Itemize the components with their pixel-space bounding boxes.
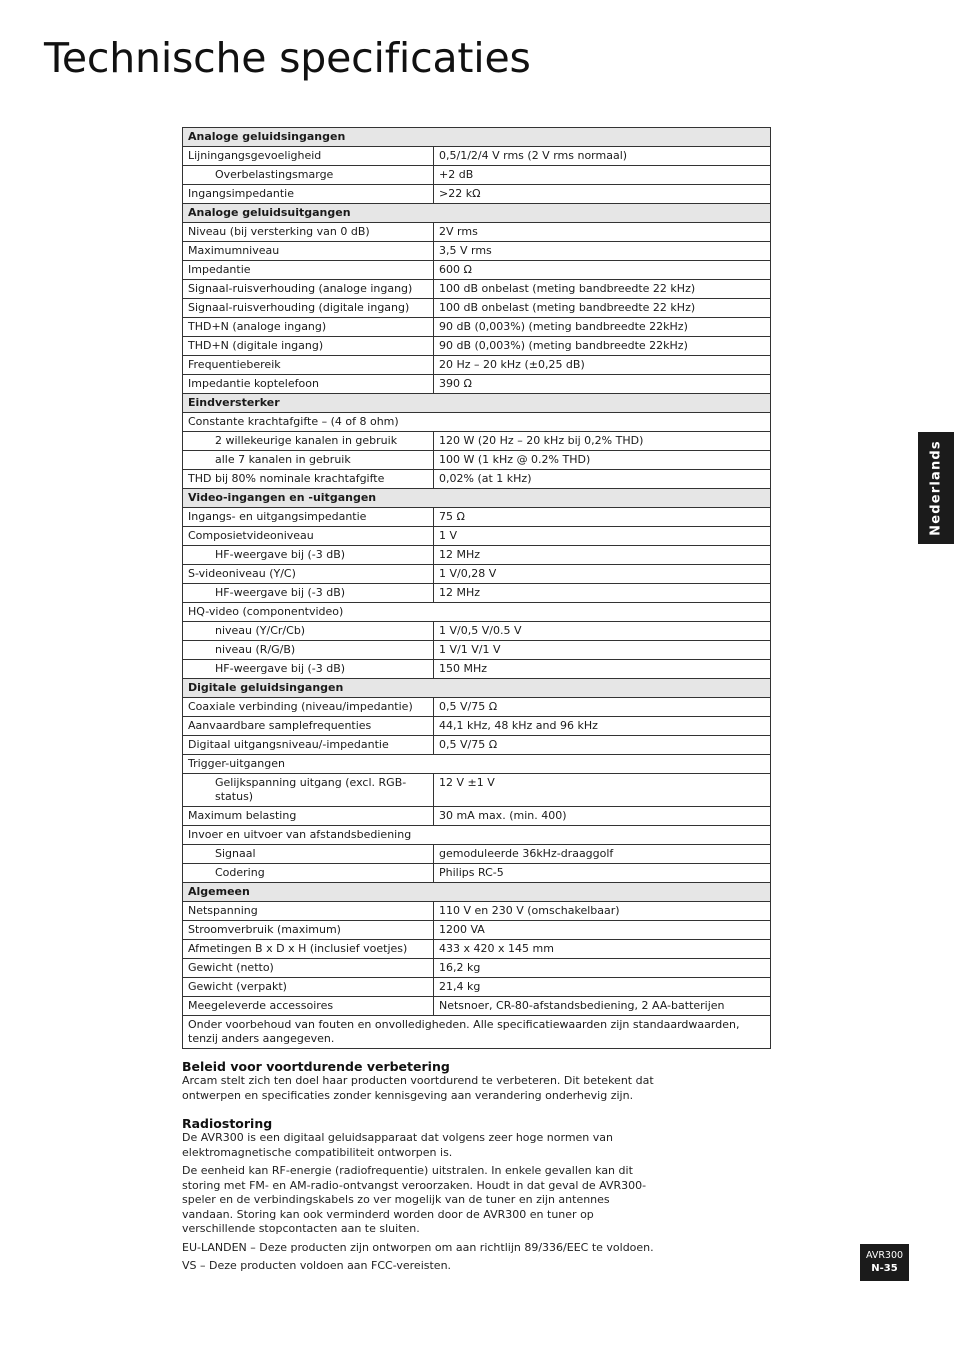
spec-value: >22 kΩ (434, 185, 771, 204)
spec-value: 1 V/0,5 V/0.5 V (434, 622, 771, 641)
language-side-tab (918, 432, 954, 544)
spec-label: Maximum belasting (183, 807, 434, 826)
table-row (183, 299, 771, 318)
spec-label: Signaal (183, 845, 434, 864)
spec-label: alle 7 kanalen in gebruik (183, 451, 434, 470)
spec-value: 0,5 V/75 Ω (434, 698, 771, 717)
section-header: Digitale geluidsingangen (183, 679, 771, 698)
spec-value: 0,5 V/75 Ω (434, 736, 771, 755)
spec-value: 100 W (1 kHz @ 0.2% THD) (434, 451, 771, 470)
section-header-row (183, 394, 771, 413)
improvement-policy-section (182, 1059, 662, 1107)
table-row (183, 318, 771, 337)
radio-paragraph-2: De eenheid kan RF-energie (radiofrequentie) uitstralen. In enkele gevallen kan dit storing met FM- en AM-radio-ontvangst veroorzaken. Houdt in dat geval de AVR300-speler en de verbindingskabels zo ver mogelijk van de tuner en zijn antennes vandaan. Storing kan ook verminderd worden door de AVR300 en tuner op verschillende stopcontacten aan te sluiten. (182, 1164, 647, 1235)
group-label-row (183, 826, 771, 845)
table-row (183, 959, 771, 978)
table-row (183, 736, 771, 755)
specifications-table (182, 127, 771, 1049)
table-row (183, 660, 771, 679)
spec-value: 16,2 kg (434, 959, 771, 978)
radio-interference-section (182, 1116, 662, 1278)
spec-value: 1200 VA (434, 921, 771, 940)
spec-label: THD+N (digitale ingang) (183, 337, 434, 356)
spec-label: Ingangs- en uitgangsimpedantie (183, 508, 434, 527)
spec-value: 0,02% (at 1 kHz) (434, 470, 771, 489)
table-row (183, 845, 771, 864)
spec-value: 433 x 420 x 145 mm (434, 940, 771, 959)
spec-label: HF-weergave bij (-3 dB) (183, 584, 434, 603)
table-row (183, 997, 771, 1016)
spec-value: 1 V/1 V/1 V (434, 641, 771, 660)
section-header-row (183, 128, 771, 147)
spec-value: 75 Ω (434, 508, 771, 527)
spec-value: 44,1 kHz, 48 kHz and 96 kHz (434, 717, 771, 736)
table-row (183, 527, 771, 546)
spec-label: Composietvideoniveau (183, 527, 434, 546)
table-row (183, 261, 771, 280)
spec-value: Netsnoer, CR-80-afstandsbediening, 2 AA-batterijen (434, 997, 771, 1016)
spec-value: 1 V/0,28 V (434, 565, 771, 584)
spec-label: Afmetingen B x D x H (inclusief voetjes) (183, 940, 434, 959)
spec-label: HF-weergave bij (-3 dB) (183, 660, 434, 679)
table-row (183, 356, 771, 375)
table-row (183, 940, 771, 959)
spec-label: THD+N (analoge ingang) (183, 318, 434, 337)
spec-label: Codering (183, 864, 434, 883)
spec-value: 110 V en 230 V (omschakelbaar) (434, 902, 771, 921)
spec-value: 2V rms (434, 223, 771, 242)
spec-value: 150 MHz (434, 660, 771, 679)
section-header: Video-ingangen en -uitgangen (183, 489, 771, 508)
table-row (183, 470, 771, 489)
policy-body: Arcam stelt zich ten doel haar producten voortdurend te verbeteren. Dit betekent dat ontwerpen en specificaties zonder kennisgeving aan verandering onderhevig zijn. (182, 1074, 654, 1102)
spec-value: 12 MHz (434, 584, 771, 603)
table-row (183, 584, 771, 603)
group-label-row (183, 755, 771, 774)
spec-value: +2 dB (434, 166, 771, 185)
spec-value: 100 dB onbelast (meting bandbreedte 22 kHz) (434, 299, 771, 318)
table-row (183, 337, 771, 356)
spec-label: HF-weergave bij (-3 dB) (183, 546, 434, 565)
section-header: Analoge geluidsingangen (183, 128, 771, 147)
table-row (183, 280, 771, 299)
spec-label: Gewicht (verpakt) (183, 978, 434, 997)
spec-label: Niveau (bij versterking van 0 dB) (183, 223, 434, 242)
table-row (183, 565, 771, 584)
table-row (183, 902, 771, 921)
section-header: Eindversterker (183, 394, 771, 413)
group-label-row (183, 603, 771, 622)
spec-label: Aanvaardbare samplefrequenties (183, 717, 434, 736)
radio-paragraph-4: VS – Deze producten voldoen aan FCC-vereisten. (182, 1259, 452, 1272)
spec-label: niveau (Y/Cr/Cb) (183, 622, 434, 641)
specifications-table-body (183, 128, 771, 1049)
page-number: N-35 (871, 1263, 898, 1274)
spec-value: 12 MHz (434, 546, 771, 565)
section-header-row (183, 489, 771, 508)
table-row (183, 774, 771, 807)
spec-label: Maximumniveau (183, 242, 434, 261)
table-row (183, 166, 771, 185)
spec-label: Impedantie (183, 261, 434, 280)
table-row (183, 375, 771, 394)
spec-value: 600 Ω (434, 261, 771, 280)
table-row (183, 978, 771, 997)
table-row (183, 432, 771, 451)
table-row (183, 223, 771, 242)
spec-value: 20 Hz – 20 kHz (±0,25 dB) (434, 356, 771, 375)
spec-value: 390 Ω (434, 375, 771, 394)
spec-label: Netspanning (183, 902, 434, 921)
radio-heading: Radiostoring (182, 1116, 273, 1131)
spec-label: 2 willekeurige kanalen in gebruik (183, 432, 434, 451)
spec-label: Ingangsimpedantie (183, 185, 434, 204)
section-header-row (183, 204, 771, 223)
model-name: AVR300 (865, 1250, 904, 1261)
spec-value: 90 dB (0,003%) (meting bandbreedte 22kHz) (434, 318, 771, 337)
spec-label: S-videoniveau (Y/C) (183, 565, 434, 584)
table-row (183, 717, 771, 736)
spec-label: Lijningangsgevoeligheid (183, 147, 434, 166)
table-row (183, 508, 771, 527)
spec-label: Overbelastingsmarge (183, 166, 434, 185)
table-row (183, 242, 771, 261)
spec-value: 100 dB onbelast (meting bandbreedte 22 kHz) (434, 280, 771, 299)
spec-value: 120 W (20 Hz – 20 kHz bij 0,2% THD) (434, 432, 771, 451)
spec-value: 90 dB (0,003%) (meting bandbreedte 22kHz) (434, 337, 771, 356)
spec-label: Digitaal uitgangsniveau/-impedantie (183, 736, 434, 755)
table-row (183, 921, 771, 940)
table-row (183, 622, 771, 641)
group-label-row (183, 413, 771, 432)
spec-value: 0,5/1/2/4 V rms (2 V rms normaal) (434, 147, 771, 166)
spec-label: THD bij 80% nominale krachtafgifte (183, 470, 434, 489)
spec-label: Gewicht (netto) (183, 959, 434, 978)
spec-value: 30 mA max. (min. 400) (434, 807, 771, 826)
spec-label: Frequentiebereik (183, 356, 434, 375)
spec-label: Gelijkspanning uitgang (excl. RGB-status) (183, 774, 434, 807)
spec-label: Coaxiale verbinding (niveau/impedantie) (183, 698, 434, 717)
spec-label: niveau (R/G/B) (183, 641, 434, 660)
group-label: HQ-video (componentvideo) (183, 603, 771, 622)
spec-label: Meegeleverde accessoires (183, 997, 434, 1016)
spec-value: 12 V ±1 V (434, 774, 771, 807)
policy-heading: Beleid voor voortdurende verbetering (182, 1059, 450, 1074)
section-header-row (183, 679, 771, 698)
table-row (183, 864, 771, 883)
page-number-badge (860, 1244, 909, 1281)
radio-paragraph-3: EU-LANDEN – Deze producten zijn ontworpen om aan richtlijn 89/336/EEC te voldoen. (182, 1240, 654, 1254)
footnote-row (183, 1016, 771, 1049)
table-row (183, 698, 771, 717)
table-row (183, 641, 771, 660)
language-label: Nederlands (928, 440, 944, 536)
spec-label: Impedantie koptelefoon (183, 375, 434, 394)
group-label: Constante krachtafgifte – (4 of 8 ohm) (183, 413, 771, 432)
spec-value: 3,5 V rms (434, 242, 771, 261)
section-header-row (183, 883, 771, 902)
spec-label: Stroomverbruik (maximum) (183, 921, 434, 940)
section-header: Algemeen (183, 883, 771, 902)
footnote: Onder voorbehoud van fouten en onvolledigheden. Alle specificatiewaarden zijn standaardwaarden, tenzij anders aangegeven. (183, 1016, 771, 1049)
spec-value: 21,4 kg (434, 978, 771, 997)
spec-value: gemoduleerde 36kHz-draaggolf (434, 845, 771, 864)
group-label: Trigger-uitgangen (183, 755, 771, 774)
table-row (183, 185, 771, 204)
table-row (183, 147, 771, 166)
spec-label: Signaal-ruisverhouding (digitale ingang) (183, 299, 434, 318)
group-label: Invoer en uitvoer van afstandsbediening (183, 826, 771, 845)
spec-label: Signaal-ruisverhouding (analoge ingang) (183, 280, 434, 299)
table-row (183, 546, 771, 565)
radio-paragraph-1: De AVR300 is een digitaal geluidsapparaat dat volgens zeer hoge normen van elektromagnetische compatibiliteit ontworpen is. (182, 1131, 613, 1159)
table-row (183, 451, 771, 470)
spec-value: 1 V (434, 527, 771, 546)
page-title: Technische specificaties (44, 34, 531, 82)
section-header: Analoge geluidsuitgangen (183, 204, 771, 223)
spec-value: Philips RC-5 (434, 864, 771, 883)
table-row (183, 807, 771, 826)
